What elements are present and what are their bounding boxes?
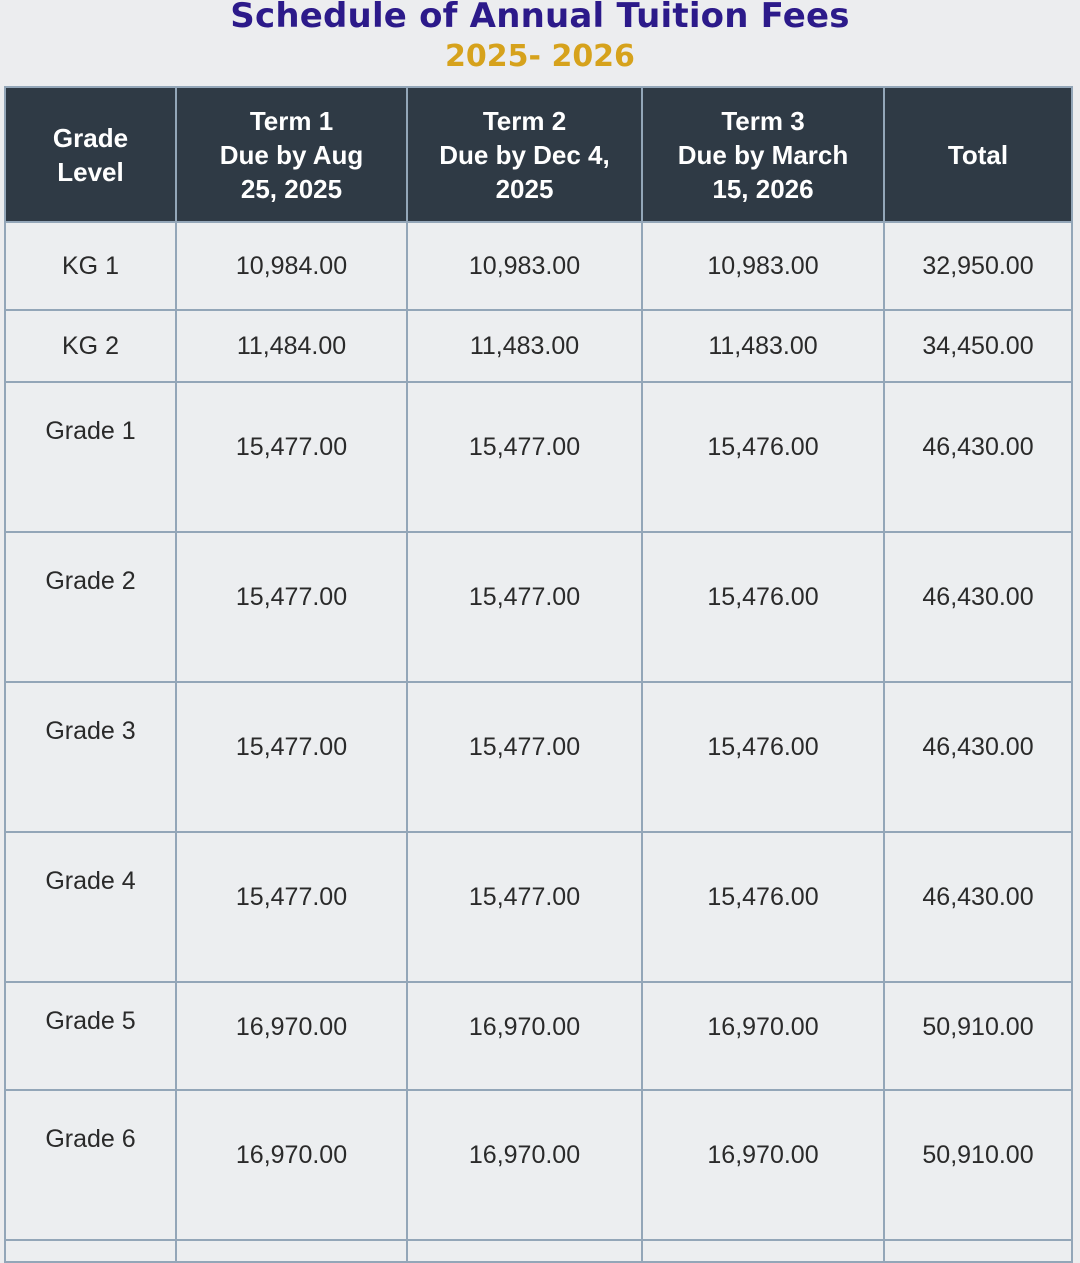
header-grade-level: Grade Level <box>5 87 176 222</box>
document-subtitle: 2025- 2026 <box>445 39 635 74</box>
cell-partial <box>176 1240 407 1262</box>
cell-term-1: 15,477.00 <box>176 532 407 682</box>
cell-total: 50,910.00 <box>884 982 1072 1090</box>
cell-grade: KG 2 <box>5 310 176 382</box>
table-row <box>5 310 1072 382</box>
cell-grade: Grade 3 <box>5 682 176 832</box>
cell-term-2: 10,983.00 <box>407 222 642 310</box>
cell-term-2: 15,477.00 <box>407 382 642 532</box>
cell-partial <box>407 1240 642 1262</box>
cell-term-1: 15,477.00 <box>176 832 407 982</box>
table-row <box>5 382 1072 532</box>
cell-partial <box>884 1240 1072 1262</box>
table-row <box>5 682 1072 832</box>
tuition-fee-table <box>4 86 1073 1263</box>
cell-term-3: 16,970.00 <box>642 1090 884 1240</box>
cell-term-3: 16,970.00 <box>642 982 884 1090</box>
cell-term-3: 15,476.00 <box>642 832 884 982</box>
cell-term-3: 15,476.00 <box>642 682 884 832</box>
header-term-2: Term 2 Due by Dec 4, 2025 <box>407 87 642 222</box>
cell-term-1: 11,484.00 <box>176 310 407 382</box>
cell-total: 46,430.00 <box>884 382 1072 532</box>
table-row-partial <box>5 1240 1072 1262</box>
cell-term-2: 11,483.00 <box>407 310 642 382</box>
cell-grade: Grade 1 <box>5 382 176 532</box>
header-term-1: Term 1 Due by Aug 25, 2025 <box>176 87 407 222</box>
cell-term-3: 11,483.00 <box>642 310 884 382</box>
cell-total: 34,450.00 <box>884 310 1072 382</box>
cell-grade: KG 1 <box>5 222 176 310</box>
cell-grade: Grade 6 <box>5 1090 176 1240</box>
cell-partial <box>5 1240 176 1262</box>
cell-total: 46,430.00 <box>884 682 1072 832</box>
cell-total: 32,950.00 <box>884 222 1072 310</box>
cell-term-1: 15,477.00 <box>176 682 407 832</box>
cell-grade: Grade 4 <box>5 832 176 982</box>
cell-grade: Grade 2 <box>5 532 176 682</box>
cell-term-2: 15,477.00 <box>407 832 642 982</box>
cell-total: 50,910.00 <box>884 1090 1072 1240</box>
cell-partial <box>642 1240 884 1262</box>
cell-term-2: 15,477.00 <box>407 682 642 832</box>
table-row <box>5 222 1072 310</box>
table-row <box>5 982 1072 1090</box>
cell-term-1: 10,984.00 <box>176 222 407 310</box>
cell-total: 46,430.00 <box>884 532 1072 682</box>
cell-grade: Grade 5 <box>5 982 176 1090</box>
cell-term-1: 15,477.00 <box>176 382 407 532</box>
cell-term-2: 16,970.00 <box>407 982 642 1090</box>
table-row <box>5 532 1072 682</box>
cell-total: 46,430.00 <box>884 832 1072 982</box>
cell-term-3: 15,476.00 <box>642 382 884 532</box>
table-header-row <box>5 87 1072 222</box>
cell-term-3: 10,983.00 <box>642 222 884 310</box>
cell-term-1: 16,970.00 <box>176 982 407 1090</box>
table-row <box>5 832 1072 982</box>
document-title: Schedule of Annual Tuition Fees <box>230 0 850 36</box>
cell-term-3: 15,476.00 <box>642 532 884 682</box>
cell-term-2: 15,477.00 <box>407 532 642 682</box>
header-term-3: Term 3 Due by March 15, 2026 <box>642 87 884 222</box>
table-row <box>5 1090 1072 1240</box>
cell-term-1: 16,970.00 <box>176 1090 407 1240</box>
cell-term-2: 16,970.00 <box>407 1090 642 1240</box>
header-total: Total <box>884 87 1072 222</box>
